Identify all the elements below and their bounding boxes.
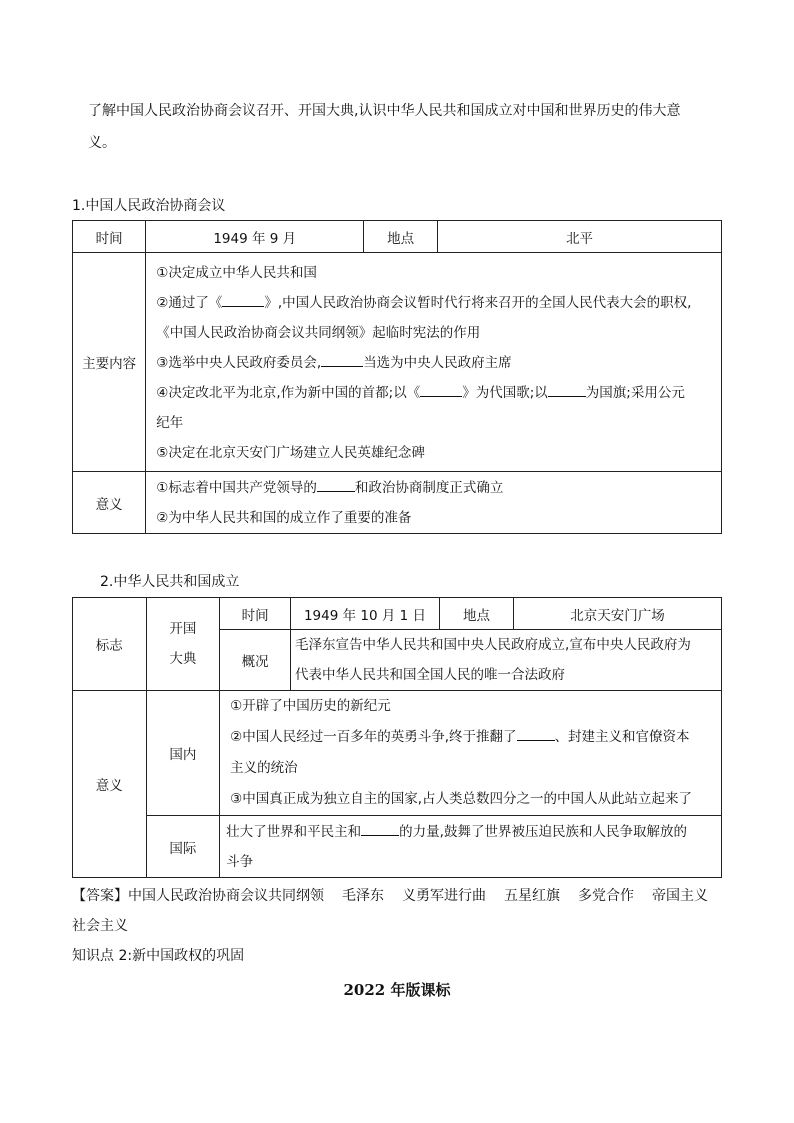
knowledge-point-heading: 知识点 2:新中国政权的巩固 <box>72 948 245 964</box>
sign-label: 标志 <box>95 638 123 654</box>
content-item-4: ④决定改北平为北京,作为新中国的首都;以《 》为代国歌;以 为国旗;采用公元 <box>156 378 715 408</box>
answer-line-2: 社会主义 <box>72 918 128 934</box>
overview-label: 概况 <box>241 654 269 670</box>
time-label-cell <box>73 221 146 253</box>
blank <box>517 726 555 741</box>
place-label-cell <box>364 221 438 253</box>
intro-line-2: 义。 <box>88 135 116 151</box>
overview-line-1: 毛泽东宣告中华人民共和国中央人民政府成立,宣布中央人民政府为 <box>295 637 691 653</box>
content-item-2: ②通过了《 》,中国人民政治协商会议暂时代行将来召开的全国人民代表大会的职权, <box>156 288 715 318</box>
time-label: 时间 <box>95 230 123 247</box>
meaning-cell <box>146 472 722 534</box>
answer-label: 【答案】 <box>72 888 128 904</box>
content-item-5: ⑤决定在北京天安门广场建立人民英雄纪念碑 <box>156 445 425 461</box>
domestic-item-2-cont: 主义的统治 <box>230 760 298 776</box>
place-value: 北京天安门广场 <box>570 607 665 624</box>
prc-founding-table <box>72 597 722 878</box>
meaning-label: 意义 <box>95 496 123 513</box>
content-item-2-cont: 《中国人民政治协商会议共同纲领》起临时宪法的作用 <box>156 325 481 341</box>
overview-cell <box>291 630 722 691</box>
time-value: 1949 年 9 月 <box>213 230 297 247</box>
time-label: 时间 <box>241 607 269 624</box>
domestic-item-3: ③中国真正成为独立自主的国家,占人类总数四分之一的中国人从此站立起来了 <box>230 791 693 807</box>
domestic-item-2: ②中国人民经过一百多年的英勇斗争,终于推翻了 、封建主义和官僚资本 <box>230 722 717 753</box>
content-item-1: ①决定成立中华人民共和国 <box>156 265 317 281</box>
international-cell <box>220 816 722 878</box>
blank <box>548 382 586 397</box>
section1-heading: 1.中国人民政治协商会议 <box>72 198 226 214</box>
international-label-cell <box>146 816 220 878</box>
cppcc-table <box>72 220 722 534</box>
meaning-label: 意义 <box>95 778 123 794</box>
international-line-1: 壮大了世界和平民主和 的力量,鼓舞了世界被压迫民族和人民争取解放的 <box>226 817 717 847</box>
blank <box>222 292 264 307</box>
place-label: 地点 <box>387 230 415 247</box>
meaning-item-1: ①标志着中国共产党领导的 和政治协商制度正式确立 <box>156 473 715 503</box>
domestic-label: 国内 <box>169 747 197 763</box>
place-label: 地点 <box>462 607 490 624</box>
ceremony-label-2: 大典 <box>169 651 197 667</box>
place-value: 北平 <box>566 230 594 247</box>
content-label: 主要内容 <box>82 356 137 372</box>
meaning-item-2: ②为中华人民共和国的成立作了重要的准备 <box>156 509 412 526</box>
international-line-2: 斗争 <box>226 853 254 870</box>
meaning-label-cell <box>73 472 146 534</box>
answer-item: 中国人民政治协商会议共同纲领 <box>128 888 324 904</box>
place-label-cell <box>440 598 514 630</box>
overview-line-2: 代表中华人民共和国全国人民的唯一合法政府 <box>295 667 566 683</box>
place-value-cell <box>513 598 721 630</box>
place-value-cell <box>438 221 722 253</box>
content-label-cell <box>73 253 146 472</box>
standard-title: 2022 年版课标 <box>343 981 451 999</box>
international-label: 国际 <box>169 840 197 857</box>
answer-item: 帝国主义 <box>652 888 708 904</box>
ceremony-label-cell <box>146 598 220 691</box>
blank <box>361 821 399 836</box>
answer-item: 五星红旗 <box>504 888 560 904</box>
answer-item: 多党合作 <box>578 888 634 904</box>
overview-label-cell <box>220 630 291 691</box>
time-value-cell <box>146 221 364 253</box>
ceremony-label-1: 开国 <box>169 621 197 637</box>
sign-label-cell <box>73 598 147 691</box>
domestic-cell <box>220 691 722 816</box>
content-item-3: ③选举中央人民政府委员会, 当选为中央人民政府主席 <box>156 348 715 378</box>
meaning-label-cell <box>73 691 147 878</box>
answer-item: 义勇军进行曲 <box>402 888 486 904</box>
domestic-label-cell <box>146 691 220 816</box>
blank <box>317 477 355 492</box>
answer-item: 毛泽东 <box>342 888 384 904</box>
section2-heading: 2.中华人民共和国成立 <box>100 574 240 590</box>
time-label-cell <box>220 598 291 630</box>
content-cell <box>146 253 722 472</box>
content-item-4-cont: 纪年 <box>156 415 184 431</box>
blank <box>420 382 462 397</box>
blank <box>321 352 363 367</box>
time-value-cell <box>291 598 440 630</box>
time-value: 1949 年 10 月 1 日 <box>303 607 427 624</box>
intro-line-1: 了解中国人民政治协商会议召开、开国大典,认识中华人民共和国成立对中国和世界历史的伟大意 <box>88 103 681 119</box>
answer-line-1 <box>72 886 708 906</box>
domestic-item-1: ①开辟了中国历史的新纪元 <box>230 698 391 714</box>
